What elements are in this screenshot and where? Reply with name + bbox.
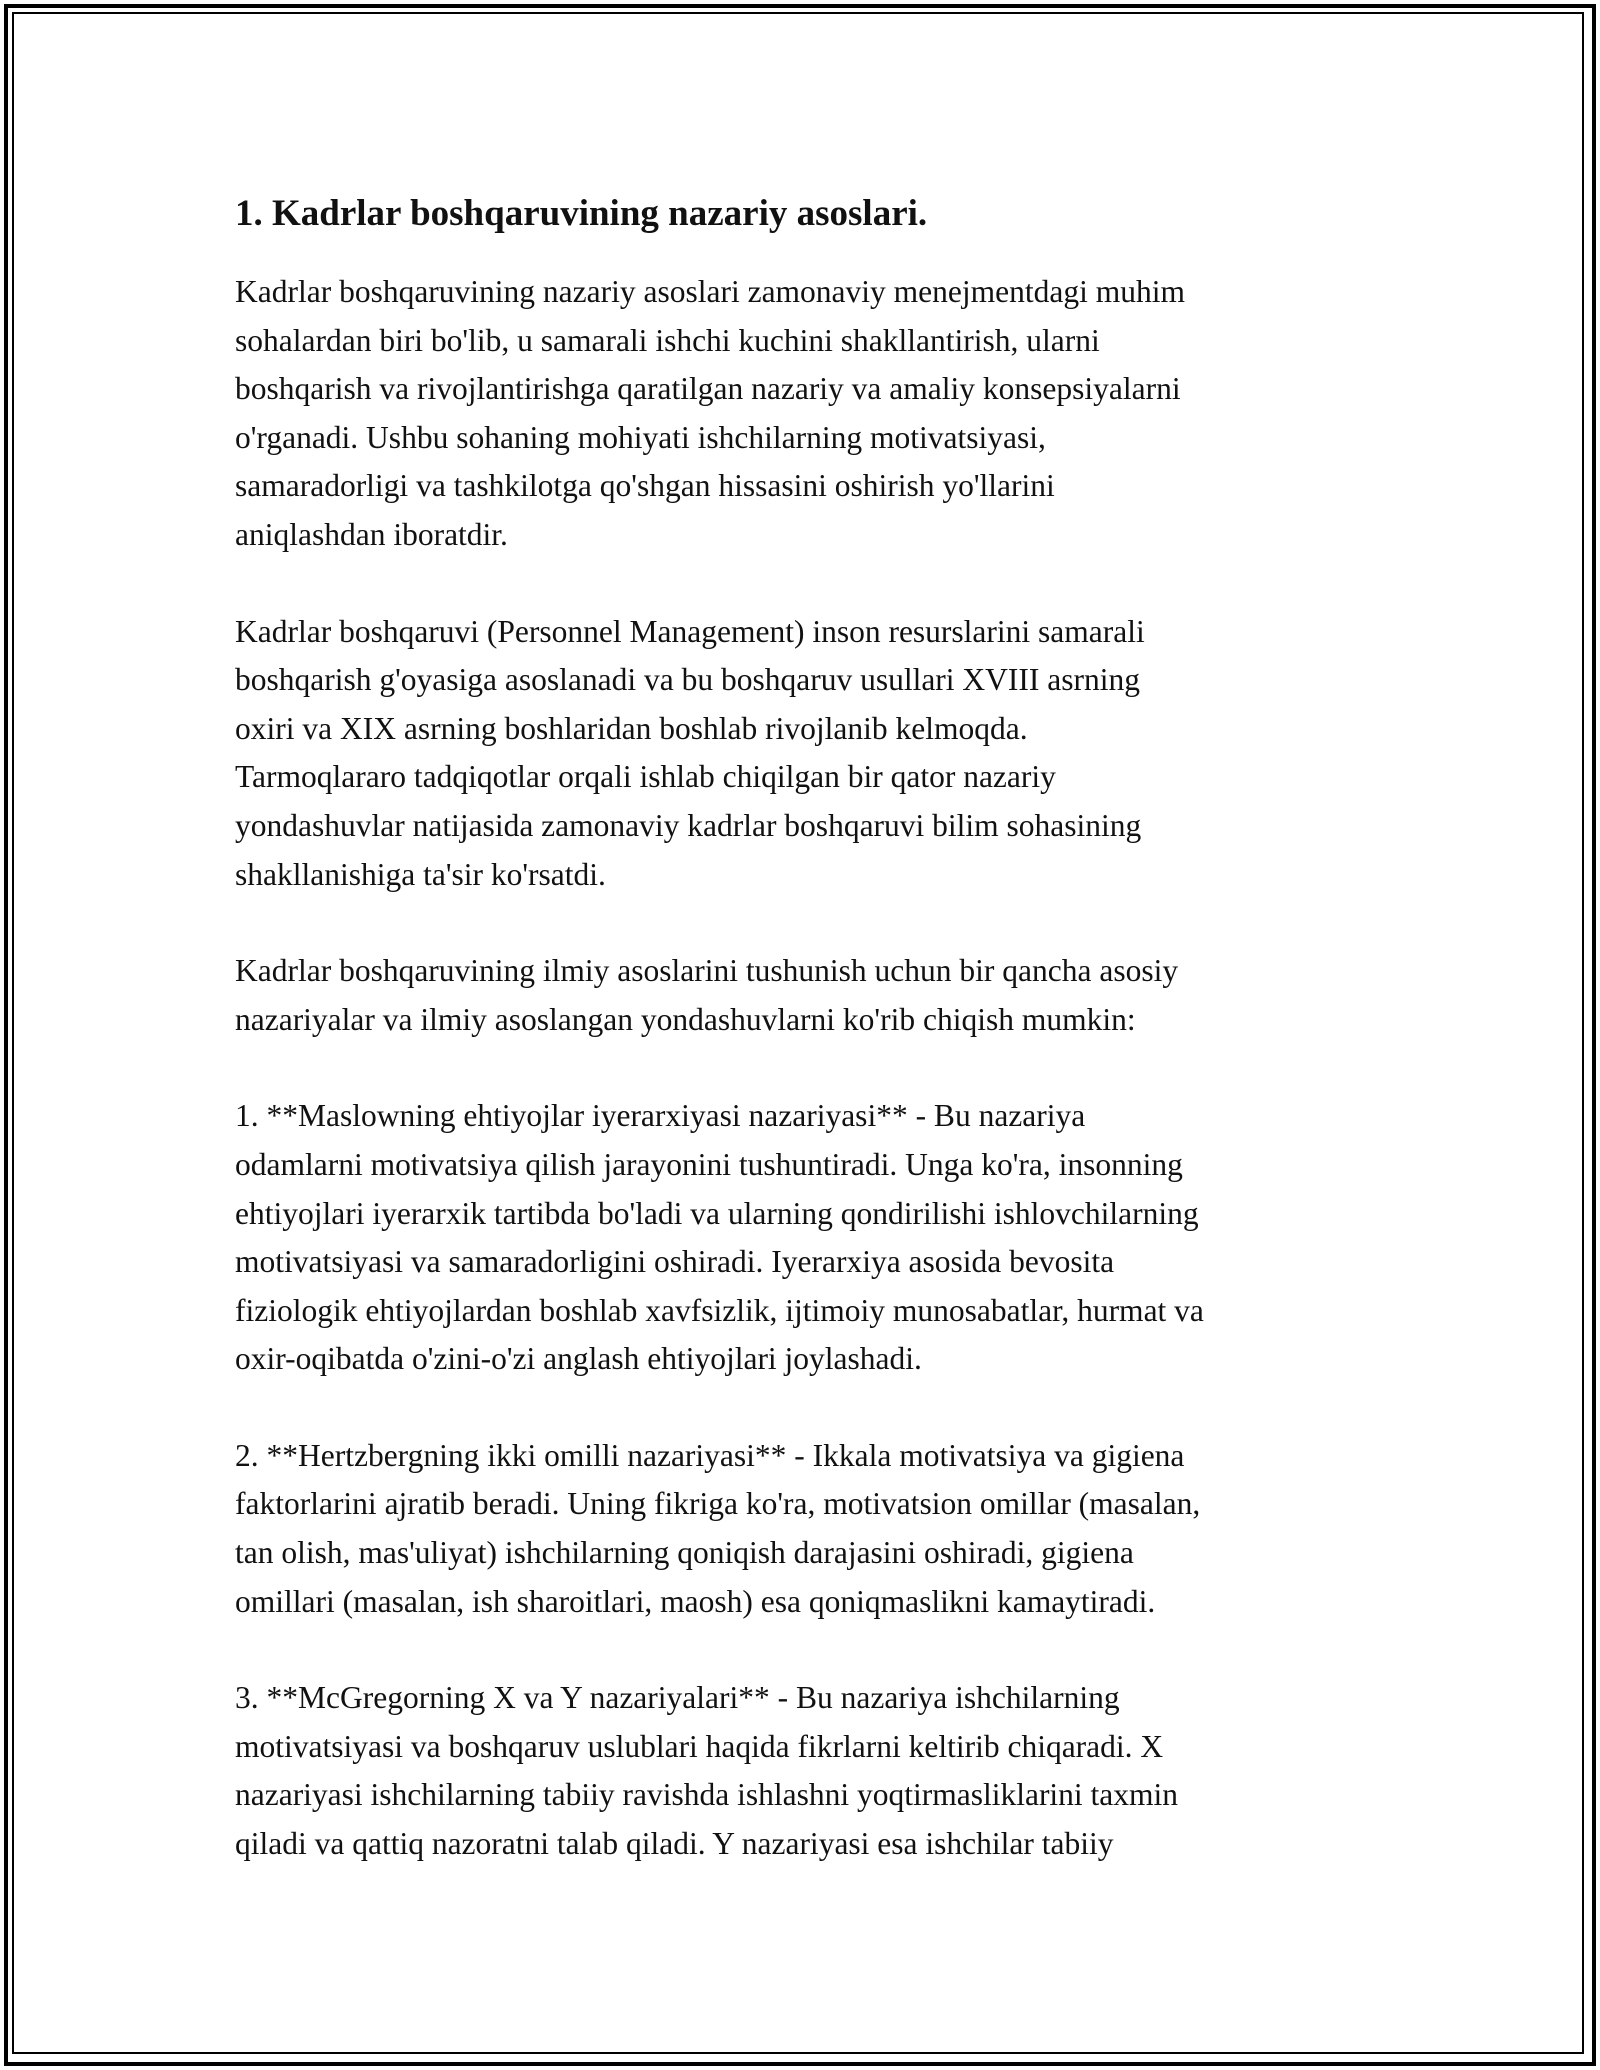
- text-line: sohalardan biri bo'lib, u samarali ishchi kuchini shakllantirish, ularni: [235, 322, 1100, 358]
- text-line: 1. **Maslowning ehtiyojlar iyerarxiyasi nazariyasi** - Bu nazariya: [235, 1098, 1086, 1134]
- text-line: aniqlashdan iboratdir.: [235, 516, 508, 552]
- text-line: qiladi va qattiq nazoratni talab qiladi. Y nazariyasi esa ishchilar tabiiy: [235, 1826, 1114, 1862]
- list-item-maslow: [235, 1092, 1375, 1384]
- text-line: nazariyalar va ilmiy asoslangan yondashuvlarni ko'rib chiqish mumkin:: [235, 1001, 1136, 1037]
- document-body: [235, 186, 1375, 1917]
- text-line: odamlarni motivatsiya qilish jarayonini tushuntiradi. Unga ko'ra, insonning: [235, 1146, 1183, 1182]
- text-line: 2. **Hertzbergning ikki omilli nazariyasi** - Ikkala motivatsiya va gigiena: [235, 1437, 1185, 1473]
- text-line: shakllanishiga ta'sir ko'rsatdi.: [235, 856, 606, 892]
- text-line: yondashuvlar natijasida zamonaviy kadrlar boshqaruvi bilim sohasining: [235, 807, 1142, 843]
- list-item-hertzberg: [235, 1432, 1375, 1626]
- text-line: o'rganadi. Ushbu sohaning mohiyati ishchilarning motivatsiyasi,: [235, 419, 1046, 455]
- paragraph-scientific-foundations: [235, 947, 1375, 1044]
- section-heading: 1. Kadrlar boshqaruvining nazariy asoslari.: [235, 193, 928, 234]
- paragraph-personnel-management: [235, 608, 1375, 900]
- text-line: fiziologik ehtiyojlardan boshlab xavfsizlik, ijtimoiy munosabatlar, hurmat va: [235, 1292, 1204, 1328]
- text-line: nazariyasi ishchilarning tabiiy ravishda ishlashni yoqtirmasliklarini taxmin: [235, 1777, 1179, 1813]
- text-line: omillari (masalan, ish sharoitlari, maosh) esa qoniqmaslikni kamaytiradi.: [235, 1583, 1156, 1619]
- text-line: motivatsiyasi va samaradorligini oshiradi. Iyerarxiya asosida bevosita: [235, 1244, 1115, 1280]
- text-line: oxiri va XIX asrning boshlaridan boshlab rivojlanib kelmoqda.: [235, 710, 1028, 746]
- list-item-mcgregor: [235, 1674, 1375, 1868]
- text-line: boshqarish va rivojlantirishga qaratilgan nazariy va amaliy konsepsiyalarni: [235, 371, 1181, 407]
- text-line: samaradorligi va tashkilotga qo'shgan hissasini oshirish yo'llarini: [235, 468, 1055, 504]
- text-line: motivatsiyasi va boshqaruv uslublari haqida fikrlarni keltirib chiqaradi. X: [235, 1728, 1164, 1764]
- text-line: oxir-oqibatda o'zini-o'zi anglash ehtiyojlari joylashadi.: [235, 1341, 922, 1377]
- text-line: Kadrlar boshqaruvining ilmiy asoslarini tushunish uchun bir qancha asosiy: [235, 953, 1179, 989]
- text-line: boshqarish g'oyasiga asoslanadi va bu boshqaruv usullari XVIII asrning: [235, 662, 1140, 698]
- text-line: ehtiyojlari iyerarxik tartibda bo'ladi va ularning qondirilishi ishlovchilarning: [235, 1195, 1199, 1231]
- text-line: 3. **McGregorning X va Y nazariyalari** - Bu nazariya ishchilarning: [235, 1680, 1120, 1716]
- paragraph-intro: [235, 268, 1375, 560]
- text-line: Kadrlar boshqaruvining nazariy asoslari zamonaviy menejmentdagi muhim: [235, 274, 1185, 309]
- text-line: faktorlarini ajratib beradi. Uning fikriga ko'ra, motivatsion omillar (masalan,: [235, 1486, 1201, 1522]
- text-line: tan olish, mas'uliyat) ishchilarning qoniqish darajasini oshiradi, gigiena: [235, 1535, 1134, 1571]
- text-line: Kadrlar boshqaruvi (Personnel Management) inson resurslarini samarali: [235, 613, 1145, 649]
- text-line: Tarmoqlararo tadqiqotlar orqali ishlab chiqilgan bir qator nazariy: [235, 759, 1056, 795]
